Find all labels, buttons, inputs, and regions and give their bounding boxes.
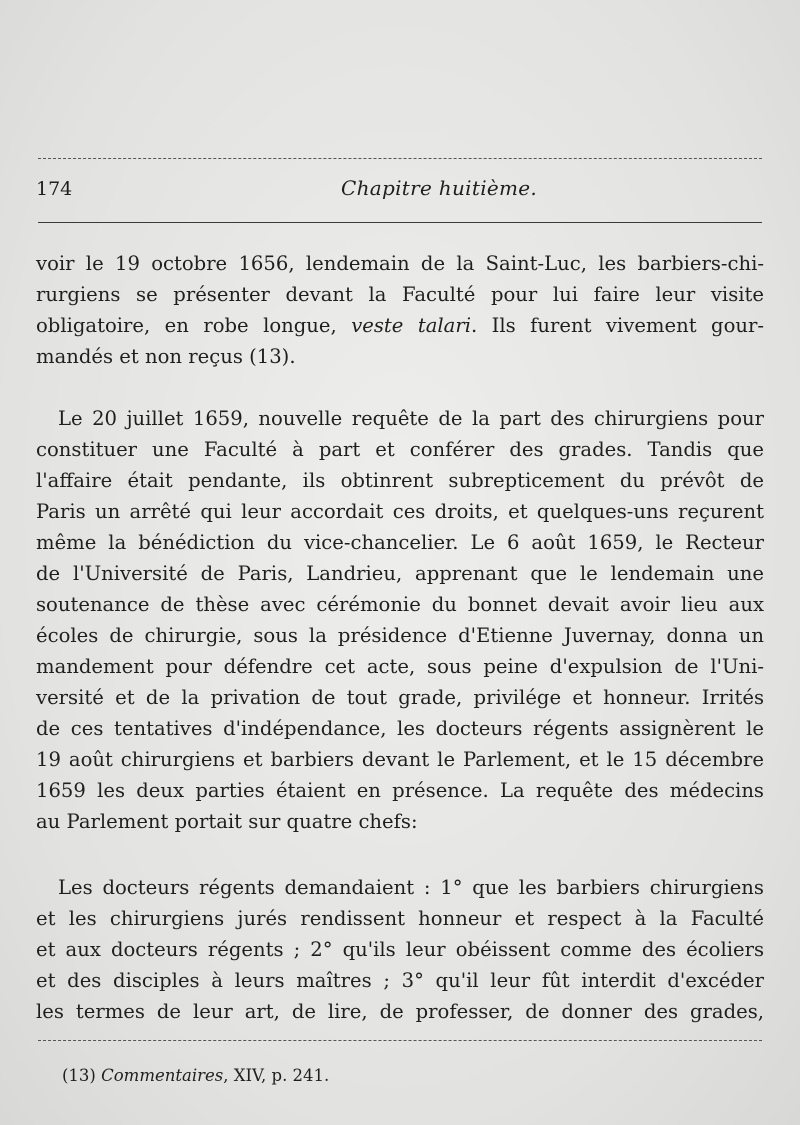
text-line: et des disciples à leurs maîtres ; 3° qu'il leur fût interdit d'excéder	[36, 969, 764, 992]
text-line: même la bénédiction du vice-chancelier. Le 6 août 1659, le Recteur	[36, 531, 764, 554]
text-line: voir le 19 octobre 1656, lendemain de la Saint-Luc, les barbiers-chi-	[36, 252, 764, 275]
text-line-with-italic	[36, 310, 764, 341]
text-line: soutenance de thèse avec cérémonie du bonnet devait avoir lieu aux	[36, 593, 764, 616]
text-line: 19 août chirurgiens et barbiers devant le Parlement, et le 15 décembre	[36, 748, 764, 771]
text-line: Paris un arrêté qui leur accordait ces droits, et quelques-uns reçurent	[36, 500, 764, 523]
text-line: et aux docteurs régents ; 2° qu'ils leur obéissent comme des écoliers	[36, 938, 764, 961]
chapter-title: Chapitre huitième.	[341, 176, 538, 200]
text-line: 1659 les deux parties étaient en présence. La requête des médecins	[36, 779, 764, 802]
running-head	[36, 172, 764, 206]
text-line: au Parlement portait sur quatre chefs:	[36, 810, 418, 833]
text-line: constituer une Faculté à part et conférer des grades. Tandis que	[36, 438, 764, 461]
footnote	[62, 1066, 329, 1085]
text-line: Le 20 juillet 1659, nouvelle requête de la part des chirurgiens pour	[58, 407, 764, 430]
paragraph-2	[36, 403, 764, 837]
text-line: Les docteurs régents demandaient : 1° que les barbiers chirurgiens	[58, 876, 764, 899]
footnote-rule	[38, 1040, 762, 1041]
italic-phrase: veste talari	[351, 314, 471, 337]
text-line: l'affaire était pendante, ils obtinrent subrepticement du prévôt de	[36, 469, 764, 492]
paragraph-3	[36, 872, 764, 1027]
text-line: mandement pour défendre cet acte, sous peine d'expulsion de l'Uni-	[36, 655, 764, 678]
paragraph-1	[36, 248, 764, 372]
text-segment: . Ils furent vivement gour-	[470, 314, 764, 337]
footnote-number: (13)	[62, 1066, 96, 1085]
text-segment: obligatoire, en robe longue,	[36, 314, 352, 337]
text-line: versité et de la privation de tout grade, privilége et honneur. Irrités	[36, 686, 764, 709]
text-line: de l'Université de Paris, Landrieu, apprenant que le lendemain une	[36, 562, 764, 585]
text-line: écoles de chirurgie, sous la présidence d'Etienne Juvernay, donna un	[36, 624, 764, 647]
footnote-ref: , XIV, p. 241.	[223, 1066, 330, 1085]
text-line: rurgiens se présenter devant la Faculté pour lui faire leur visite	[36, 283, 764, 306]
text-line: et les chirurgiens jurés rendissent honneur et respect à la Faculté	[36, 907, 764, 930]
page-number: 174	[36, 178, 73, 200]
footnote-work: Commentaires	[101, 1066, 224, 1085]
header-top-rule	[38, 158, 762, 159]
text-line: de ces tentatives d'indépendance, les docteurs régents assignèrent le	[36, 717, 764, 740]
text-line: les termes de leur art, de lire, de professer, de donner des grades,	[36, 1000, 764, 1023]
text-line: mandés et non reçus (13).	[36, 345, 296, 368]
header-bottom-rule	[38, 222, 762, 223]
